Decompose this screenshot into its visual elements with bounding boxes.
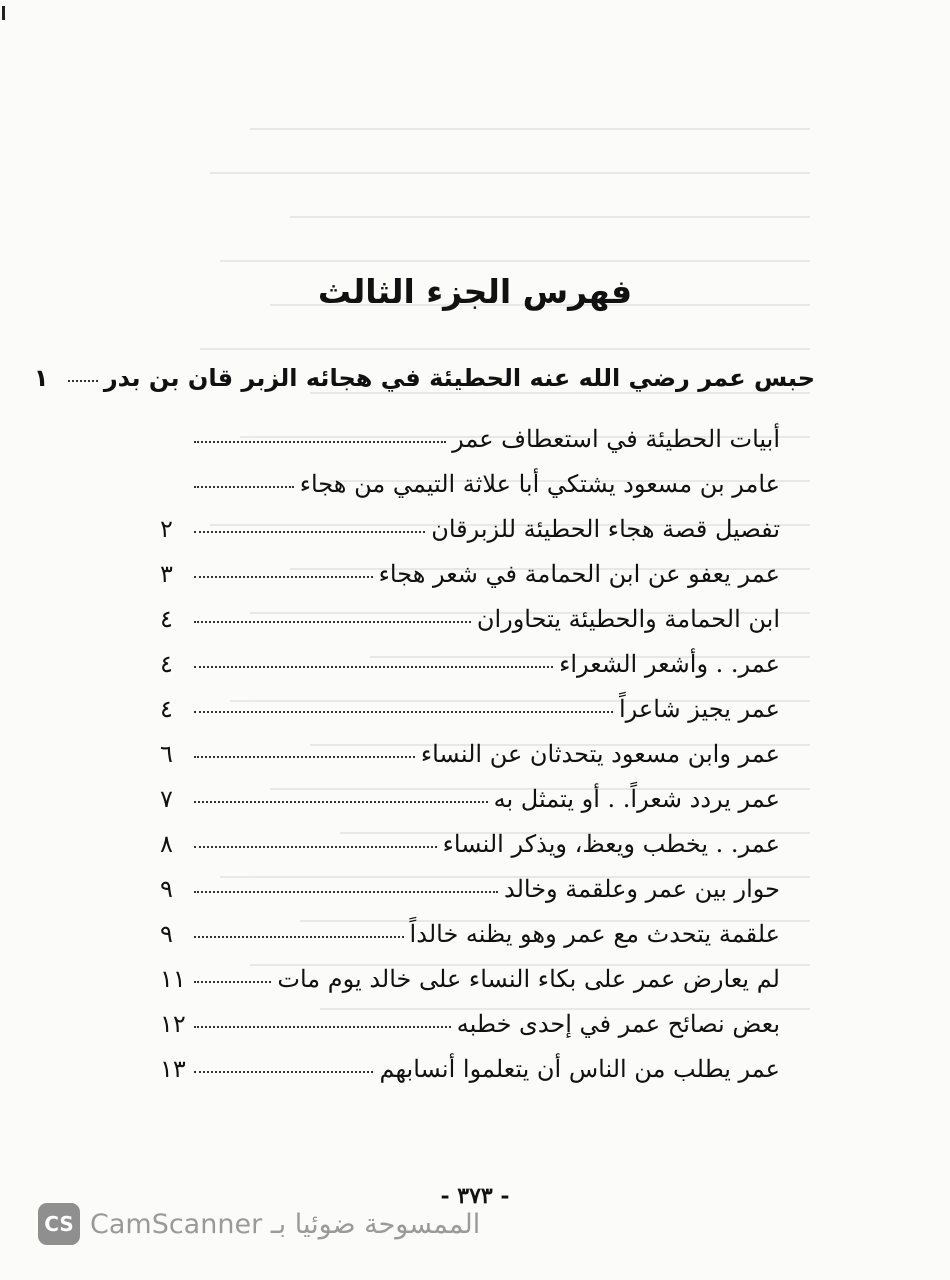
toc-entry-label: أبيات الحطيئة في استعطاف عمر [452, 425, 780, 453]
toc-entry-page: ٩ [160, 920, 173, 948]
leader-dots [194, 756, 415, 758]
toc-entry-label: لم يعارض عمر على بكاء النساء على خالد يوم مات [277, 965, 780, 993]
toc-entry-label: حوار بين عمر وعلقمة وخالد [503, 875, 780, 903]
toc-entry [160, 785, 780, 813]
toc-entry-page: ٤ [160, 695, 173, 723]
toc-entry [160, 560, 780, 588]
toc-entry-label: بعض نصائح عمر في إحدى خطبه [456, 1010, 780, 1038]
page-edge-mark [2, 6, 5, 20]
toc-entry-label: عمر يعفو عن ابن الحمامة في شعر هجاء [378, 560, 780, 588]
toc-entry-label: ابن الحمامة والحطيئة يتحاوران [476, 605, 780, 633]
leader-dots [194, 711, 613, 713]
toc-entry-label: عمر يجيز شاعراً [618, 695, 780, 723]
toc-entry-page: ١ [33, 364, 49, 392]
toc-entry-label: عمر. . يخطب ويعظ، ويذكر النساء [442, 830, 780, 858]
toc-entry [160, 920, 780, 948]
leader-dots [194, 801, 488, 803]
page-number: - ٣٧٣ - [440, 1183, 510, 1209]
toc-entry-page: ٦ [160, 740, 173, 768]
toc-entry [160, 875, 780, 903]
toc-entry [160, 830, 780, 858]
toc-entry-label: علقمة يتحدث مع عمر وهو يظنه خالداً [409, 920, 780, 948]
toc-entry [160, 740, 780, 768]
toc-entry-label: تفصيل قصة هجاء الحطيئة للزبرقان [431, 515, 780, 543]
toc-entry-page: ١١ [160, 965, 186, 993]
toc-entry-page: ٤ [160, 605, 173, 633]
toc-entry [160, 1010, 780, 1038]
leader-dots [194, 981, 271, 983]
toc-entry-label: عمر. . وأشعر الشعراء [559, 650, 780, 678]
toc-entry [160, 470, 780, 498]
leader-dots [68, 380, 98, 382]
watermark-text: الممسوحة ضوئيا بـ CamScanner [90, 1208, 481, 1240]
toc-entry [160, 965, 780, 993]
toc-entry-page: ١٢ [160, 1010, 186, 1038]
toc-entry-label: عمر يطلب من الناس أن يتعلموا أنسابهم [379, 1055, 780, 1083]
toc-entry-label: عمر وابن مسعود يتحدثان عن النساء [420, 740, 780, 768]
leader-dots [194, 1071, 373, 1073]
toc-entry-label: عامر بن مسعود يشتكي أبا علاثة التيمي من هجاء [299, 470, 780, 498]
toc-entry-page: ٩ [160, 875, 173, 903]
leader-dots [194, 576, 373, 578]
toc-entry-page: ٨ [160, 830, 173, 858]
leader-dots [194, 891, 498, 893]
toc-entry [160, 1055, 780, 1083]
leader-dots [194, 846, 437, 848]
page-title: فهرس الجزء الثالث [317, 272, 633, 311]
toc-entry-page: ١٣ [160, 1055, 186, 1083]
toc-entry [160, 650, 780, 678]
toc-entry-label: حبس عمر رضي الله عنه الحطيئة في هجائه الزبر قان بن بدر [103, 364, 815, 392]
leader-dots [194, 666, 553, 668]
toc-entry-page: ٤ [160, 650, 173, 678]
toc-main-entry [33, 364, 815, 392]
toc-entry [160, 605, 780, 633]
leader-dots [194, 936, 404, 938]
toc-entry-page: ٧ [160, 785, 173, 813]
toc-entry-page: ٣ [160, 560, 173, 588]
leader-dots [194, 486, 294, 488]
toc-entry-page: ٢ [160, 515, 173, 543]
toc-entry-label: عمر يردد شعراً. . أو يتمثل به [493, 785, 780, 813]
camscanner-logo-icon: CS [38, 1203, 80, 1245]
camscanner-watermark [38, 1203, 480, 1245]
leader-dots [194, 621, 471, 623]
toc-entry [160, 695, 780, 723]
toc-entry [160, 515, 780, 543]
toc-entry [160, 425, 780, 453]
leader-dots [194, 441, 446, 443]
leader-dots [194, 1026, 451, 1028]
leader-dots [194, 531, 425, 533]
